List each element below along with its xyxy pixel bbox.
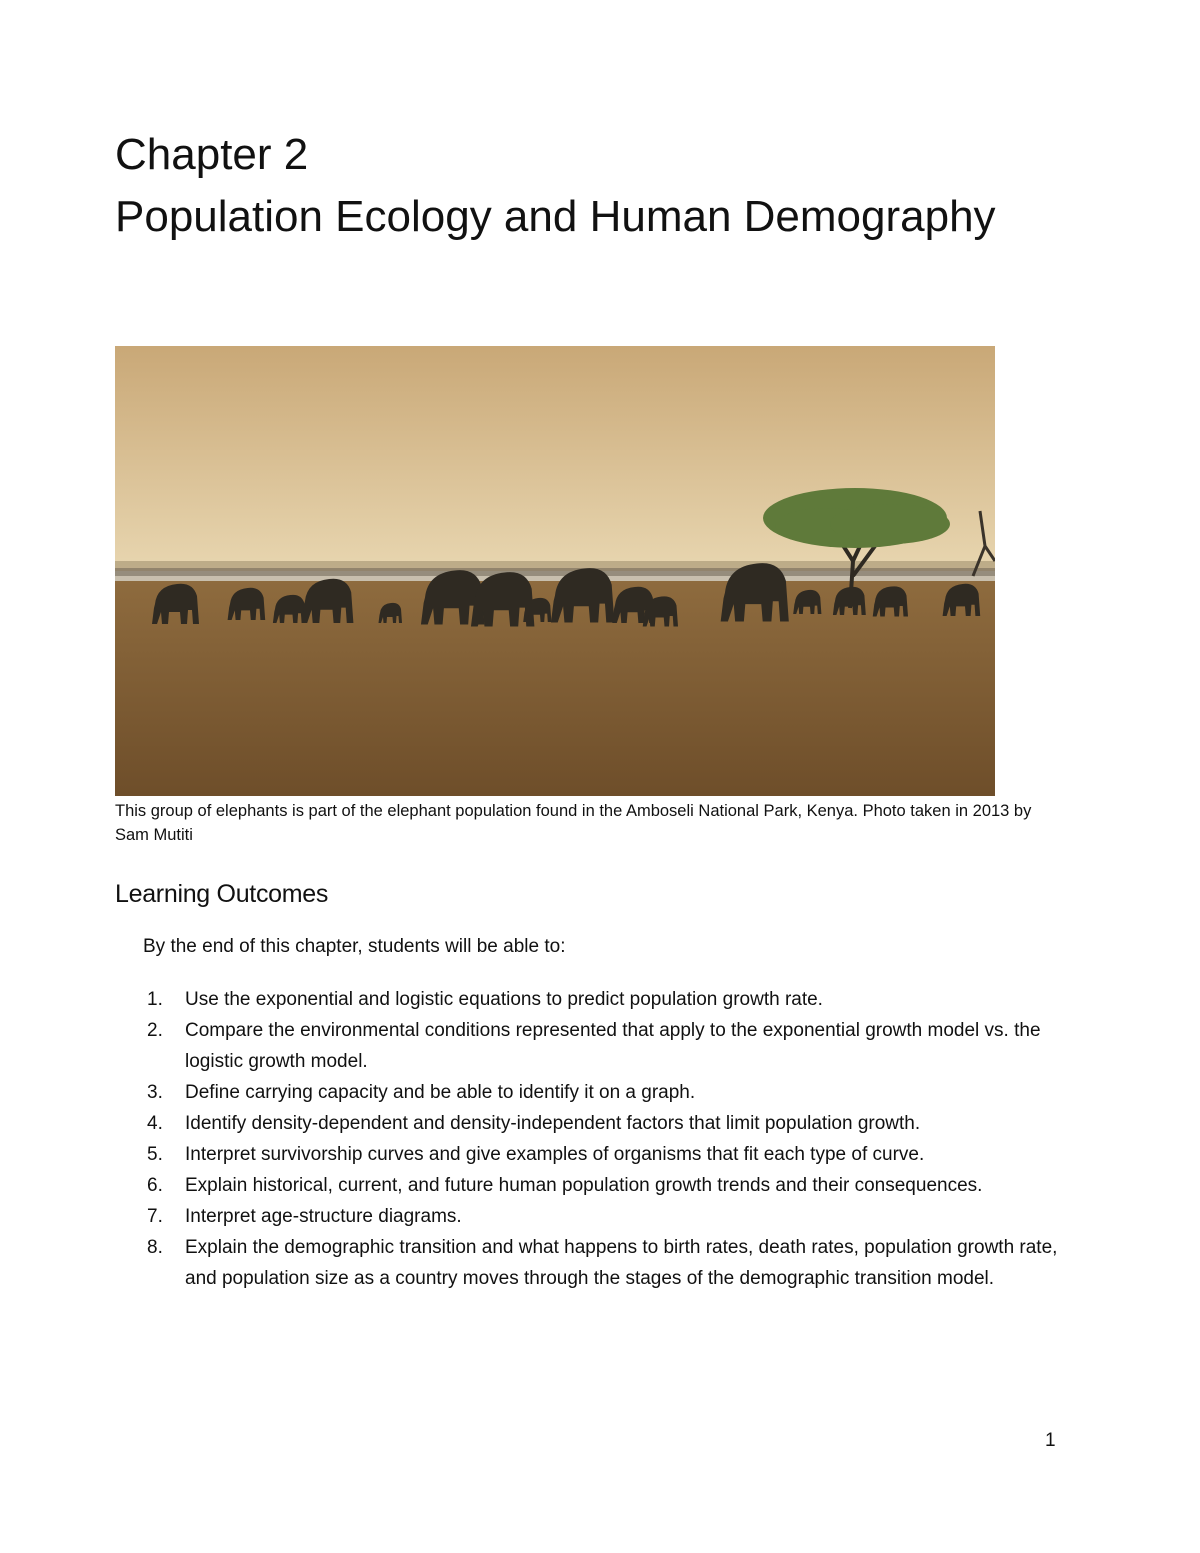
list-item [143, 1232, 1063, 1294]
learning-outcomes-heading: Learning Outcomes [115, 880, 329, 908]
photo-caption: This group of elephants is part of the elephant population found in the Amboseli National Park, Kenya. Photo taken in 2013 by Sam Mutiti [115, 802, 1032, 844]
list-item-text: Define carrying capacity and be able to identify it on a graph. [185, 1082, 696, 1103]
list-item-number: 4. [147, 1113, 163, 1134]
chapter-number: Chapter 2 [115, 130, 309, 179]
list-item-number: 1. [147, 989, 163, 1010]
chapter-title [115, 124, 996, 248]
learning-outcomes-list [143, 984, 1063, 1294]
list-item-text: Compare the environmental conditions represented that apply to the exponential growth model vs. the logistic growth model. [185, 1020, 1041, 1072]
list-item-text: Explain the demographic transition and what happens to birth rates, death rates, population growth rate, and population size as a country moves through the stages of the demographic transition model. [185, 1237, 1058, 1289]
list-item-number: 5. [147, 1144, 163, 1165]
list-item-text: Interpret age-structure diagrams. [185, 1206, 462, 1227]
list-item-text: Explain historical, current, and future human population growth trends and their consequences. [185, 1175, 983, 1196]
list-item-number: 8. [147, 1237, 163, 1258]
chapter-name: Population Ecology and Human Demography [115, 192, 996, 241]
page-number: 1 [1045, 1430, 1056, 1451]
list-item [143, 1077, 1063, 1108]
list-item [143, 1201, 1063, 1232]
list-item-text: Identify density-dependent and density-independent factors that limit population growth. [185, 1113, 921, 1134]
list-item-number: 2. [147, 1020, 163, 1041]
learning-outcomes-intro: By the end of this chapter, students will be able to: [143, 936, 566, 957]
list-item-text: Use the exponential and logistic equations to predict population growth rate. [185, 989, 823, 1010]
list-item-number: 7. [147, 1206, 163, 1227]
list-item [143, 1015, 1063, 1077]
list-item [143, 1108, 1063, 1139]
list-item [143, 984, 1063, 1015]
list-item-number: 6. [147, 1175, 163, 1196]
list-item-text: Interpret survivorship curves and give examples of organisms that fit each type of curve. [185, 1144, 925, 1165]
list-item [143, 1139, 1063, 1170]
elephant-photo [115, 346, 995, 796]
list-item-number: 3. [147, 1082, 163, 1103]
list-item [143, 1170, 1063, 1201]
